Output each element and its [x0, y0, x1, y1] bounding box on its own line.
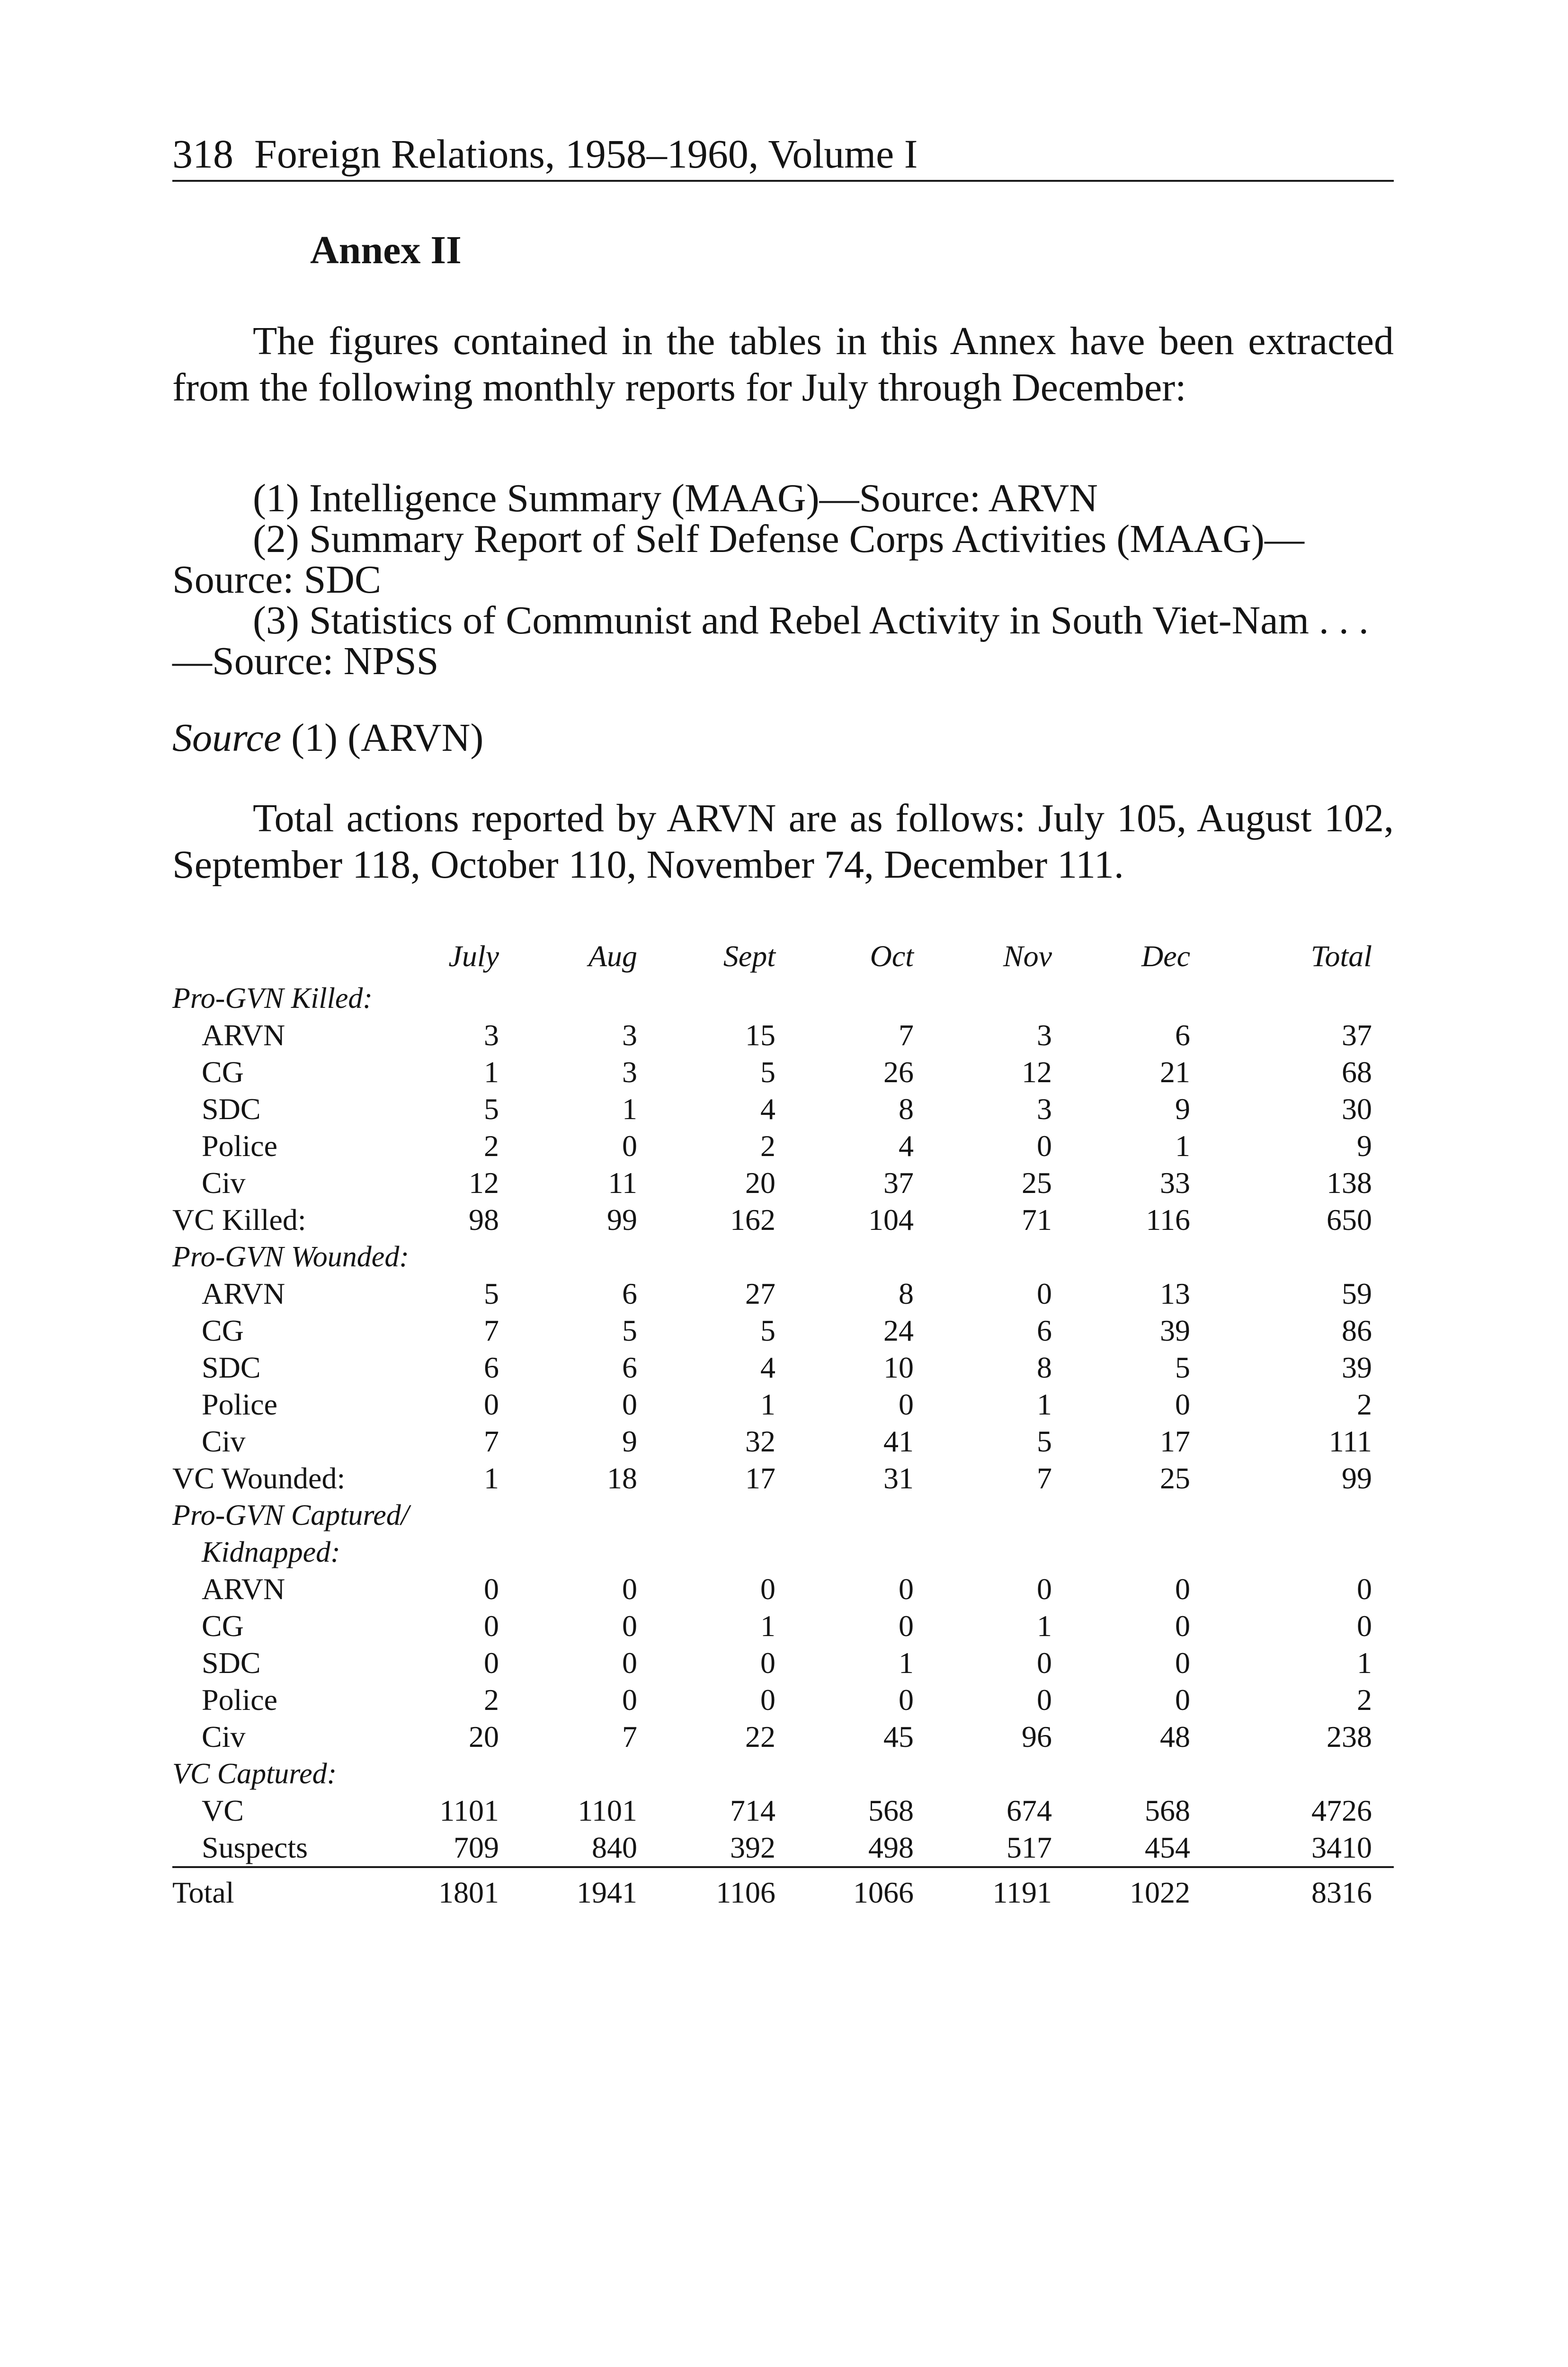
cell-july: 709 [383, 1829, 521, 1867]
cell-nov: 1 [1037, 1609, 1052, 1643]
cell-total: 3410 [1212, 1829, 1394, 1867]
cell-total: 2 [1357, 1683, 1372, 1717]
row-label: ARVN [202, 1018, 285, 1052]
cell-dec: 454 [1074, 1829, 1212, 1867]
cell-nov: 3 [1037, 1018, 1052, 1052]
cell-oct: 41 [883, 1424, 914, 1458]
table-row [172, 1829, 1394, 1867]
row-label: Total [172, 1876, 234, 1909]
cell-aug: 3 [622, 1055, 637, 1089]
cell-total: 37 [1342, 1018, 1372, 1052]
cell-sept: 5 [760, 1055, 775, 1089]
cell-nov: 0 [1037, 1277, 1052, 1310]
table-row [172, 1682, 1394, 1718]
cell-aug: 3 [622, 1018, 637, 1052]
row-label: VC [202, 1794, 244, 1827]
cell-dec: 48 [1160, 1720, 1190, 1753]
cell-oct: 10 [883, 1351, 914, 1384]
cell-oct: 1066 [853, 1876, 914, 1909]
cell-nov: 96 [1022, 1720, 1052, 1753]
cell-july: 1101 [439, 1794, 499, 1827]
cell-oct: 568 [868, 1794, 914, 1827]
cell-sept: 1 [760, 1609, 775, 1643]
cell-dec: 0 [1175, 1646, 1190, 1680]
cell-total: 1 [1357, 1646, 1372, 1680]
cell-nov: 3 [1037, 1092, 1052, 1126]
row-label: ARVN [202, 1572, 285, 1606]
column-header: Aug [588, 939, 637, 973]
cell-nov: 8 [1037, 1351, 1052, 1384]
cell-aug: 0 [622, 1572, 637, 1606]
column-header: July [448, 939, 499, 973]
table-row [172, 1128, 1394, 1165]
cell-nov: 1191 [992, 1876, 1052, 1909]
table-row [172, 1423, 1394, 1460]
summary-paragraph: Total actions reported by ARVN are as follows: July 105, August 102, September 118, October 110, November 74, December 111. [172, 796, 1394, 887]
cell-nov: 517 [935, 1829, 1074, 1867]
cell-nov: 0 [1037, 1683, 1052, 1717]
column-header: Total [1310, 939, 1372, 973]
cell-nov: 25 [1022, 1166, 1052, 1200]
cell-total: 8316 [1311, 1876, 1372, 1909]
cell-sept: 2 [760, 1129, 775, 1163]
row-label: Police [202, 1129, 277, 1163]
table-row [172, 1792, 1394, 1829]
cell-aug: 0 [622, 1129, 637, 1163]
cell-july: 0 [484, 1646, 499, 1680]
cell-aug: 5 [622, 1314, 637, 1347]
cell-dec: 33 [1160, 1166, 1190, 1200]
cell-oct: 0 [899, 1683, 914, 1717]
section-row [172, 1534, 1394, 1571]
cell-oct: 26 [883, 1055, 914, 1089]
row-label: SDC [202, 1092, 261, 1126]
cell-oct: 7 [899, 1018, 914, 1052]
row-label: Suspects [172, 1829, 383, 1867]
cell-sept: 714 [730, 1794, 775, 1827]
cell-sept: 5 [760, 1314, 775, 1347]
cell-dec: 568 [1145, 1794, 1190, 1827]
cell-nov: 7 [1037, 1461, 1052, 1495]
cell-july: 20 [469, 1720, 499, 1753]
table-row [172, 1275, 1394, 1312]
table-row [172, 1571, 1394, 1608]
column-header: Nov [1003, 939, 1052, 973]
table-row [172, 1017, 1394, 1054]
section-label: Pro-GVN Captured/ [172, 1499, 409, 1531]
cell-july: 12 [469, 1166, 499, 1200]
source-heading-rest: (1) (ARVN) [281, 716, 484, 760]
source-item: (3) Statistics of Communist and Rebel Activity in South Viet-Nam . . . —Source: NPSS [172, 598, 1369, 683]
cell-july: 7 [484, 1314, 499, 1347]
cell-sept: 0 [760, 1683, 775, 1717]
cell-july: 7 [484, 1424, 499, 1458]
running-title: Foreign Relations, 1958–1960, Volume I [254, 131, 918, 177]
cell-total: 86 [1342, 1314, 1372, 1347]
cell-july: 1 [484, 1055, 499, 1089]
cell-dec: 5 [1175, 1351, 1190, 1384]
cell-nov: 1 [1037, 1388, 1052, 1421]
cell-aug: 18 [607, 1461, 637, 1495]
cell-sept: 22 [745, 1720, 775, 1753]
cell-oct: 31 [883, 1461, 914, 1495]
cell-july: 0 [484, 1609, 499, 1643]
cell-sept: 27 [745, 1277, 775, 1310]
cell-aug: 0 [622, 1683, 637, 1717]
cell-nov: 5 [1037, 1424, 1052, 1458]
row-label: CG [202, 1609, 244, 1643]
cell-dec: 6 [1175, 1018, 1190, 1052]
cell-sept: 162 [730, 1203, 775, 1237]
cell-total: 4726 [1311, 1794, 1372, 1827]
cell-oct: 104 [868, 1203, 914, 1237]
cell-total: 39 [1342, 1351, 1372, 1384]
section-row [172, 1238, 1394, 1275]
cell-total: 59 [1342, 1277, 1372, 1310]
cell-oct: 37 [883, 1166, 914, 1200]
cell-aug: 6 [622, 1351, 637, 1384]
row-label: SDC [202, 1646, 261, 1680]
cell-nov: 0 [1037, 1572, 1052, 1606]
cell-aug: 0 [622, 1388, 637, 1421]
table-row [172, 1165, 1394, 1201]
cell-dec: 0 [1175, 1572, 1190, 1606]
cell-july: 2 [484, 1129, 499, 1163]
source-item: (1) Intelligence Summary (MAAG)—Source: ARVN [253, 476, 1098, 520]
cell-total: 138 [1327, 1166, 1372, 1200]
cell-total: 2 [1357, 1388, 1372, 1421]
intro-paragraph: The figures contained in the tables in this Annex have been extracted from the following monthly reports for July through December: [172, 319, 1394, 409]
total-row [172, 1867, 1394, 1917]
cell-july: 2 [484, 1683, 499, 1717]
column-header: Dec [1141, 939, 1190, 973]
cell-july: 0 [484, 1388, 499, 1421]
cell-july: 3 [484, 1018, 499, 1052]
cell-dec: 1022 [1130, 1876, 1190, 1909]
cell-july: 1801 [438, 1876, 499, 1909]
cell-nov: 71 [1022, 1203, 1052, 1237]
cell-nov: 674 [1007, 1794, 1052, 1827]
cell-sept: 4 [760, 1351, 775, 1384]
cell-aug: 1 [622, 1092, 637, 1126]
cell-sept: 32 [745, 1424, 775, 1458]
section-label: VC Captured: [172, 1758, 337, 1790]
cell-dec: 21 [1160, 1055, 1190, 1089]
row-label: Police [202, 1683, 277, 1717]
cell-total: 99 [1342, 1461, 1372, 1495]
cell-aug: 6 [622, 1277, 637, 1310]
cell-nov: 12 [1022, 1055, 1052, 1089]
cell-july: 0 [484, 1572, 499, 1606]
row-label: VC Killed: [172, 1203, 306, 1237]
cell-aug: 7 [622, 1720, 637, 1753]
table-row [172, 1054, 1394, 1091]
cell-dec: 116 [1146, 1203, 1190, 1237]
cell-nov: 0 [1037, 1646, 1052, 1680]
table-row [172, 1460, 1394, 1497]
row-label: Civ [202, 1166, 246, 1200]
cell-oct: 498 [797, 1829, 935, 1867]
row-label: Civ [202, 1424, 246, 1458]
page-number: 318 [172, 131, 233, 177]
cell-aug: 99 [607, 1203, 637, 1237]
row-label: Police [202, 1388, 277, 1421]
cell-oct: 24 [883, 1314, 914, 1347]
cell-dec: 0 [1175, 1388, 1190, 1421]
cell-sept: 0 [760, 1646, 775, 1680]
cell-sept: 1 [760, 1388, 775, 1421]
row-label: VC Wounded: [172, 1461, 346, 1495]
section-row [172, 980, 1394, 1017]
table-row [172, 1091, 1394, 1128]
source-heading [172, 715, 483, 761]
cell-total: 111 [1328, 1424, 1372, 1458]
cell-oct: 0 [899, 1572, 914, 1606]
cell-dec: 0 [1175, 1609, 1190, 1643]
cell-total: 0 [1357, 1572, 1372, 1606]
table-row [172, 1608, 1394, 1645]
table-row [172, 1645, 1394, 1682]
cell-sept: 4 [760, 1092, 775, 1126]
table-row [172, 1349, 1394, 1386]
cell-nov: 6 [1037, 1314, 1052, 1347]
cell-dec: 0 [1175, 1683, 1190, 1717]
source-item: (2) Summary Report of Self Defense Corps Activities (MAAG)—Source: SDC [172, 517, 1304, 602]
cell-july: 5 [484, 1092, 499, 1126]
cell-total: 68 [1342, 1055, 1372, 1089]
cell-aug: 1101 [578, 1794, 637, 1827]
running-header [172, 128, 1394, 182]
cell-total: 238 [1327, 1720, 1372, 1753]
annex-title: Annex II [310, 228, 462, 272]
table-row [172, 1201, 1394, 1238]
cell-oct: 0 [899, 1609, 914, 1643]
row-label: ARVN [202, 1277, 285, 1310]
cell-oct: 4 [899, 1129, 914, 1163]
row-label: SDC [202, 1351, 261, 1384]
source-heading-italic: Source [172, 716, 282, 760]
cell-sept: 15 [745, 1018, 775, 1052]
cell-aug: 0 [622, 1609, 637, 1643]
table-row [172, 1386, 1394, 1423]
arvn-actions-table [172, 933, 1394, 1917]
cell-total: 30 [1342, 1092, 1372, 1126]
cell-aug: 840 [521, 1829, 659, 1867]
row-label: CG [202, 1314, 244, 1347]
cell-sept: 392 [659, 1829, 797, 1867]
cell-oct: 8 [899, 1092, 914, 1126]
cell-total: 9 [1357, 1129, 1372, 1163]
cell-dec: 1 [1175, 1129, 1190, 1163]
source-list [172, 478, 1394, 682]
cell-july: 1 [484, 1461, 499, 1495]
column-header: Oct [870, 939, 914, 973]
cell-total: 0 [1357, 1609, 1372, 1643]
cell-sept: 0 [760, 1572, 775, 1606]
section-label: Pro-GVN Wounded: [172, 1241, 409, 1273]
section-row [172, 1755, 1394, 1792]
cell-dec: 13 [1160, 1277, 1190, 1310]
cell-july: 5 [484, 1277, 499, 1310]
cell-sept: 17 [745, 1461, 775, 1495]
row-label: Civ [202, 1720, 246, 1753]
cell-aug: 1941 [577, 1876, 637, 1909]
cell-total: 650 [1327, 1203, 1372, 1237]
cell-sept: 1106 [716, 1876, 775, 1909]
cell-dec: 9 [1175, 1092, 1190, 1126]
cell-sept: 20 [745, 1166, 775, 1200]
column-header-row [172, 933, 1394, 980]
cell-oct: 1 [899, 1646, 914, 1680]
cell-oct: 0 [899, 1388, 914, 1421]
section-label: Pro-GVN Killed: [172, 982, 373, 1014]
cell-oct: 45 [883, 1720, 914, 1753]
cell-aug: 0 [622, 1646, 637, 1680]
cell-oct: 8 [899, 1277, 914, 1310]
table-row [172, 1312, 1394, 1349]
cell-dec: 25 [1160, 1461, 1190, 1495]
cell-aug: 9 [622, 1424, 637, 1458]
cell-dec: 39 [1160, 1314, 1190, 1347]
row-label: CG [202, 1055, 244, 1089]
cell-july: 98 [469, 1203, 499, 1237]
table-row [172, 1718, 1394, 1755]
cell-july: 6 [484, 1351, 499, 1384]
section-label: Kidnapped: [202, 1536, 340, 1568]
column-header: Sept [723, 939, 775, 973]
section-row [172, 1497, 1394, 1534]
cell-nov: 0 [1037, 1129, 1052, 1163]
cell-dec: 17 [1160, 1424, 1190, 1458]
cell-aug: 11 [608, 1166, 637, 1200]
